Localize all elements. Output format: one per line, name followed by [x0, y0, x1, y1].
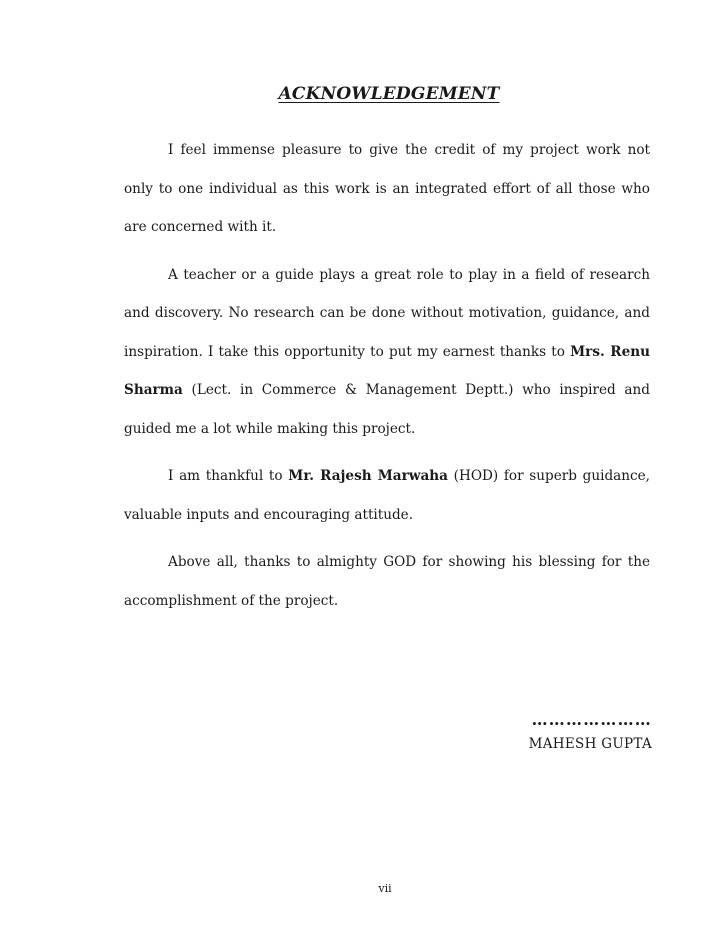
page-number: vii — [378, 882, 392, 895]
paragraph-2-text-before: A teacher or a guide plays a great role to play in a field of research and discovery. No research can be done without motivation, guidance, and inspiration. I take this opportunity to put my earnest thanks to — [124, 266, 650, 360]
page-title: ACKNOWLEDGEMENT — [278, 84, 500, 104]
signature-line: ………………… — [531, 710, 652, 729]
signatory-name: MAHESH GUPTA — [528, 736, 652, 752]
paragraph-1: I feel immense pleasure to give the credit of my project work not only to one individual as this work is an integrated effort of all those who are concerned with it. — [124, 142, 650, 236]
paragraph-3-text-after: (HOD) for superb guidance, valuable inputs and encouraging attitude. — [124, 468, 651, 523]
acknowledgement-body — [124, 131, 650, 629]
paragraph-2 — [124, 256, 650, 449]
hod-name: Mr. Rajesh Marwaha — [288, 468, 448, 485]
signature-block — [529, 710, 652, 754]
paragraph-2-text-after: (Lect. in Commerce & Management Deptt.) who inspired and guided me a lot while making this project. — [124, 382, 650, 437]
paragraph-3 — [124, 457, 650, 534]
guide-name: Mrs. Renu Sharma — [124, 343, 650, 399]
paragraph-3-text-before: I am thankful to — [168, 468, 289, 485]
paragraph-4: Above all, thanks to almighty GOD for showing his blessing for the accomplishment of the project. — [124, 554, 650, 609]
